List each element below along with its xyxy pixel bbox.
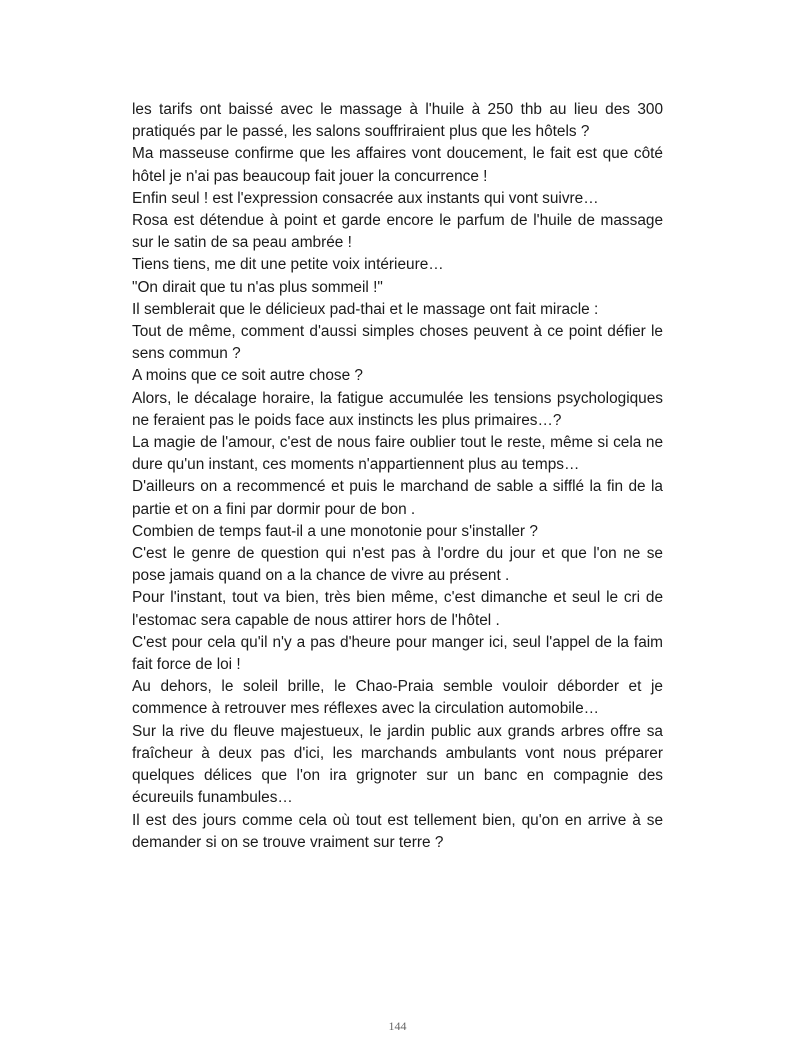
paragraph: Rosa est détendue à point et garde encore le parfum de l'huile de massage sur le satin de sa peau ambrée ! <box>132 212 663 252</box>
paragraph: "On dirait que tu n'as plus sommeil !" <box>132 278 383 296</box>
paragraph: Au dehors, le soleil brille, le Chao-Praia semble vouloir déborder et je commence à retrouver mes réflexes avec la circulation automobile… <box>132 678 663 718</box>
body-text <box>132 99 663 854</box>
paragraph: A moins que ce soit autre chose ? <box>132 367 363 385</box>
paragraph: Alors, le décalage horaire, la fatigue accumulée les tensions psychologiques ne feraient pas le poids face aux instincts les plus primaires…? <box>132 389 663 429</box>
paragraph: Combien de temps faut-il a une monotonie pour s'installer ? <box>132 522 538 540</box>
paragraph: Tout de même, comment d'aussi simples choses peuvent à ce point défier le sens commun ? <box>132 323 663 363</box>
paragraph: Sur la rive du fleuve majestueux, le jardin public aux grands arbres offre sa fraîcheur à deux pas d'ici, les marchands ambulants vont nous préparer quelques délices que l'on ira grignoter sur un banc en compagnie des écureuils funambules… <box>132 722 663 807</box>
paragraph: D'ailleurs on a recommencé et puis le marchand de sable a sifflé la fin de la partie et on a fini par dormir pour de bon . <box>132 478 663 518</box>
paragraph: Ma masseuse confirme que les affaires vont doucement, le fait est que côté hôtel je n'ai pas beaucoup fait jouer la concurrence ! <box>132 145 663 185</box>
paragraph: C'est le genre de question qui n'est pas à l'ordre du jour et que l'on ne se pose jamais quand on a la chance de vivre au présent . <box>132 545 663 585</box>
paragraph: La magie de l'amour, c'est de nous faire oublier tout le reste, même si cela ne dure qu'un instant, ces moments n'appartiennent plus au temps… <box>132 434 663 474</box>
paragraph: Tiens tiens, me dit une petite voix intérieure… <box>132 256 444 274</box>
paragraph: Il semblerait que le délicieux pad-thai et le massage ont fait miracle : <box>132 300 599 318</box>
page-number: 144 <box>388 1019 407 1033</box>
paragraph: Enfin seul ! est l'expression consacrée aux instants qui vont suivre… <box>132 189 599 207</box>
paragraph: les tarifs ont baissé avec le massage à l'huile à 250 thb au lieu des 300 pratiqués par le passé, les salons souffriraient plus que les hôtels ? <box>132 101 663 141</box>
paragraph: Il est des jours comme cela où tout est tellement bien, qu'on en arrive à se demander si on se trouve vraiment sur terre ? <box>132 811 663 851</box>
paragraph: Pour l'instant, tout va bien, très bien même, c'est dimanche et seul le cri de l'estomac sera capable de nous attirer hors de l'hôtel . <box>132 589 663 629</box>
paragraph: C'est pour cela qu'il n'y a pas d'heure pour manger ici, seul l'appel de la faim fait force de loi ! <box>132 633 663 674</box>
